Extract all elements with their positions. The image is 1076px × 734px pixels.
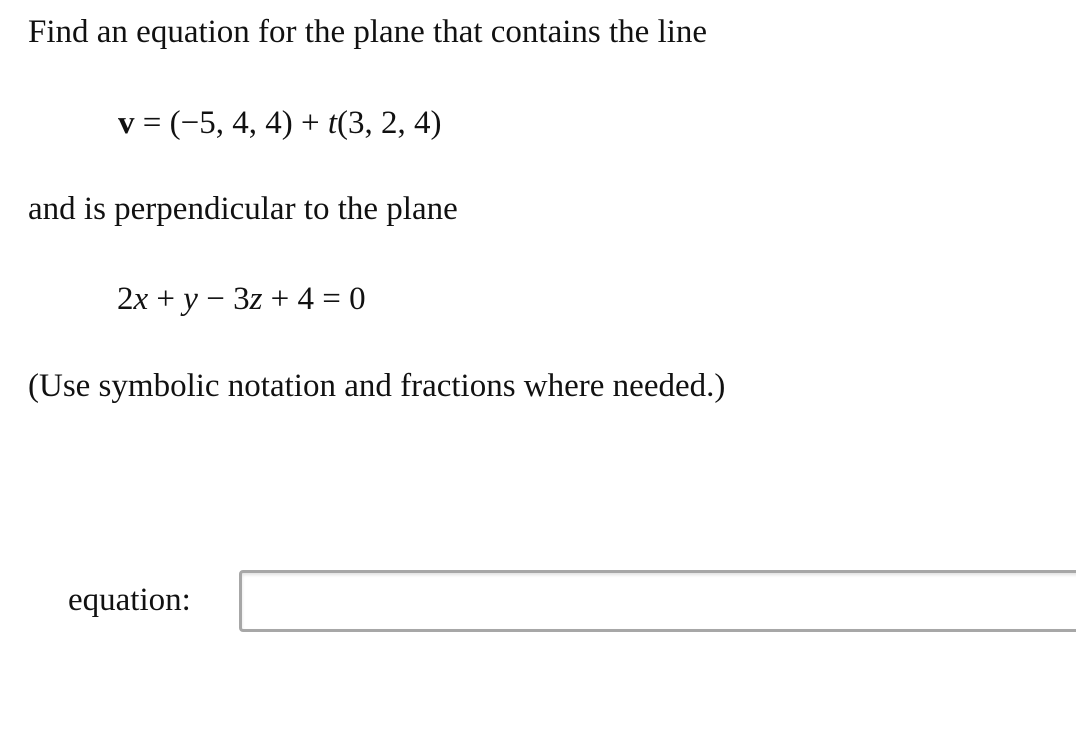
coef-z: 3 [233,281,250,317]
var-x: x [133,281,149,317]
rhs-value: 0 [349,281,366,317]
hint-text: (Use symbolic notation and fractions where needed.) [28,368,726,404]
minus-sign: − [206,281,225,317]
plus-sign-2: + [270,281,290,317]
problem-middle: and is perpendicular to the plane [28,191,458,227]
line-direction: (3, 2, 4) [337,105,442,141]
line-equation [118,103,442,143]
answer-label: equation: [68,582,191,618]
plus-sign: + [300,105,320,141]
plane-equation [117,279,366,319]
constant: 4 [297,281,315,317]
var-y: y [183,281,198,317]
plus-sign-1: + [156,281,176,317]
coef-x: 2 [117,281,134,317]
line-point: (−5, 4, 4) [169,105,293,141]
equals-sign: = [142,105,162,141]
parameter-t: t [327,105,338,141]
problem-intro: Find an equation for the plane that contains the line [28,14,708,50]
equation-input[interactable] [239,570,1076,632]
equals-sign-2: = [322,281,341,317]
vector-v: v [118,105,135,141]
var-z: z [249,281,263,317]
